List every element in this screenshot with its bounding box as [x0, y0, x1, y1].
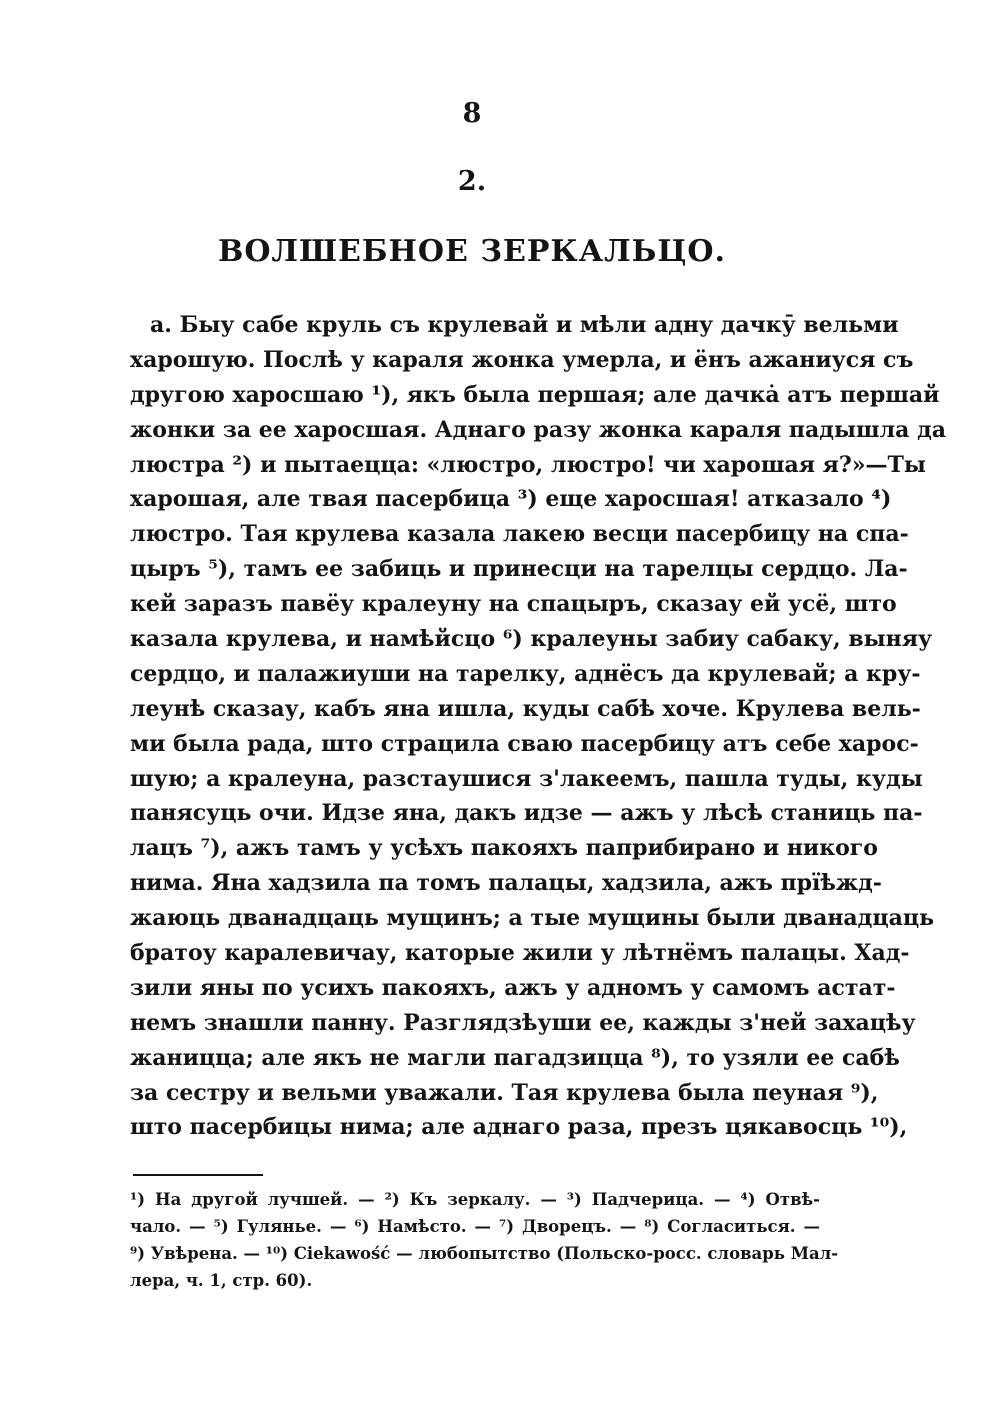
text-line: немъ знашли панну. Разглядзѣуши ее, кажды з'ней захацѣу: [130, 1009, 916, 1036]
footnote-line: ⁹) Увѣрена. — ¹⁰) Ciekawość — любопытство (Польско-росс. словарь Мал-: [130, 1244, 839, 1263]
text-line: братоу каралевичау, каторые жили у лѣтнёмъ палацы. Хад-: [130, 940, 910, 967]
page-number: 8: [462, 98, 482, 129]
section-number: 2.: [457, 166, 487, 197]
text-line: зили яны по усихъ пакояхъ, ажъ у адномъ у самомъ астат-: [130, 974, 896, 1001]
text-line: за сестру и вельми уважали. Тая крулева была пеуная ⁹),: [130, 1079, 879, 1106]
text-line: цыръ ⁵), тамъ ее забиць и принесци на тарелцы сердцо. Ла-: [130, 556, 908, 583]
text-line: шую; а кралеуна, разстаушися з'лакеемъ, пашла туды, куды: [130, 765, 923, 792]
text-line: панясуць очи. Идзе яна, дакъ идзе — ажъ у лѣсѣ станиць па-: [130, 800, 923, 827]
text-line: ми была рада, што страцила сваю пасербицу атъ себе харос-: [130, 730, 919, 757]
text-line: лацъ ⁷), ажъ тамъ у усѣхъ пакояхъ паприбирано и никого: [130, 835, 878, 862]
footnotes: [130, 1186, 839, 1294]
chapter-title: ВОЛШЕБНОЕ ЗЕРКАЛЬЦО.: [218, 234, 726, 269]
text-line: другою харосшаю ¹), якъ была першая; але дачкȧ атъ першай: [130, 381, 940, 408]
text-line: леунѣ сказау, кабъ яна ишла, куды сабѣ хоче. Крулева вель-: [130, 695, 921, 722]
text-line: кей заразъ павёу кралеуну на спацыръ, сказау ей усё, што: [130, 591, 897, 618]
text-line: а. Быу сабе круль съ крулевай и мѣли адну дачкӯ вельми: [150, 312, 899, 338]
footnote-divider: [133, 1174, 263, 1176]
text-line: жаницца; але якъ не магли пагадзицца ⁸), то узяли ее сабѣ: [130, 1044, 900, 1071]
footnote-line: лера, ч. 1, стр. 60).: [130, 1271, 313, 1290]
text-line: харошая, але твая пасербица ³) еще харосшая! атказало ⁴): [130, 486, 892, 513]
text-line: люстро. Тая крулева казала лакею весци пасербицу на спа-: [130, 521, 909, 548]
text-line: сердцо, и палажиуши на тарелку, аднёсъ да крулевай; а кру-: [130, 660, 921, 687]
footnote-line: чало. — ⁵) Гулянье. — ⁶) Намѣсто. — ⁷) Дворецъ. — ⁸) Согласиться. —: [130, 1217, 820, 1236]
text-line: што пасербицы нима; але аднаго раза, презъ цякавосць ¹⁰),: [130, 1114, 908, 1141]
text-line: казала крулева, и намѣйсцо ⁶) кралеуны забиу сабаку, выняу: [130, 626, 933, 653]
text-line: жонки за ее харосшая. Аднаго разу жонка караля падышла да: [130, 416, 946, 443]
text-line: нима. Яна хадзила па томъ палацы, хадзила, ажъ прїѣжд-: [130, 870, 882, 897]
body-text: [130, 308, 946, 1145]
text-line: харошую. Послѣ у караля жонка умерла, и ёнъ ажаниуся съ: [130, 346, 914, 373]
text-line: люстра ²) и пытаецца: «люстро, люстро! чи харошая я?»—Ты: [130, 451, 926, 478]
text-line: жаюць дванадцаць мущинъ; а тые мущины были дванадцаць: [130, 905, 935, 932]
footnote-line: ¹) На другой лучшей. — ²) Къ зеркалу. — ³) Падчерица. — ⁴) Отвѣ-: [130, 1190, 820, 1209]
